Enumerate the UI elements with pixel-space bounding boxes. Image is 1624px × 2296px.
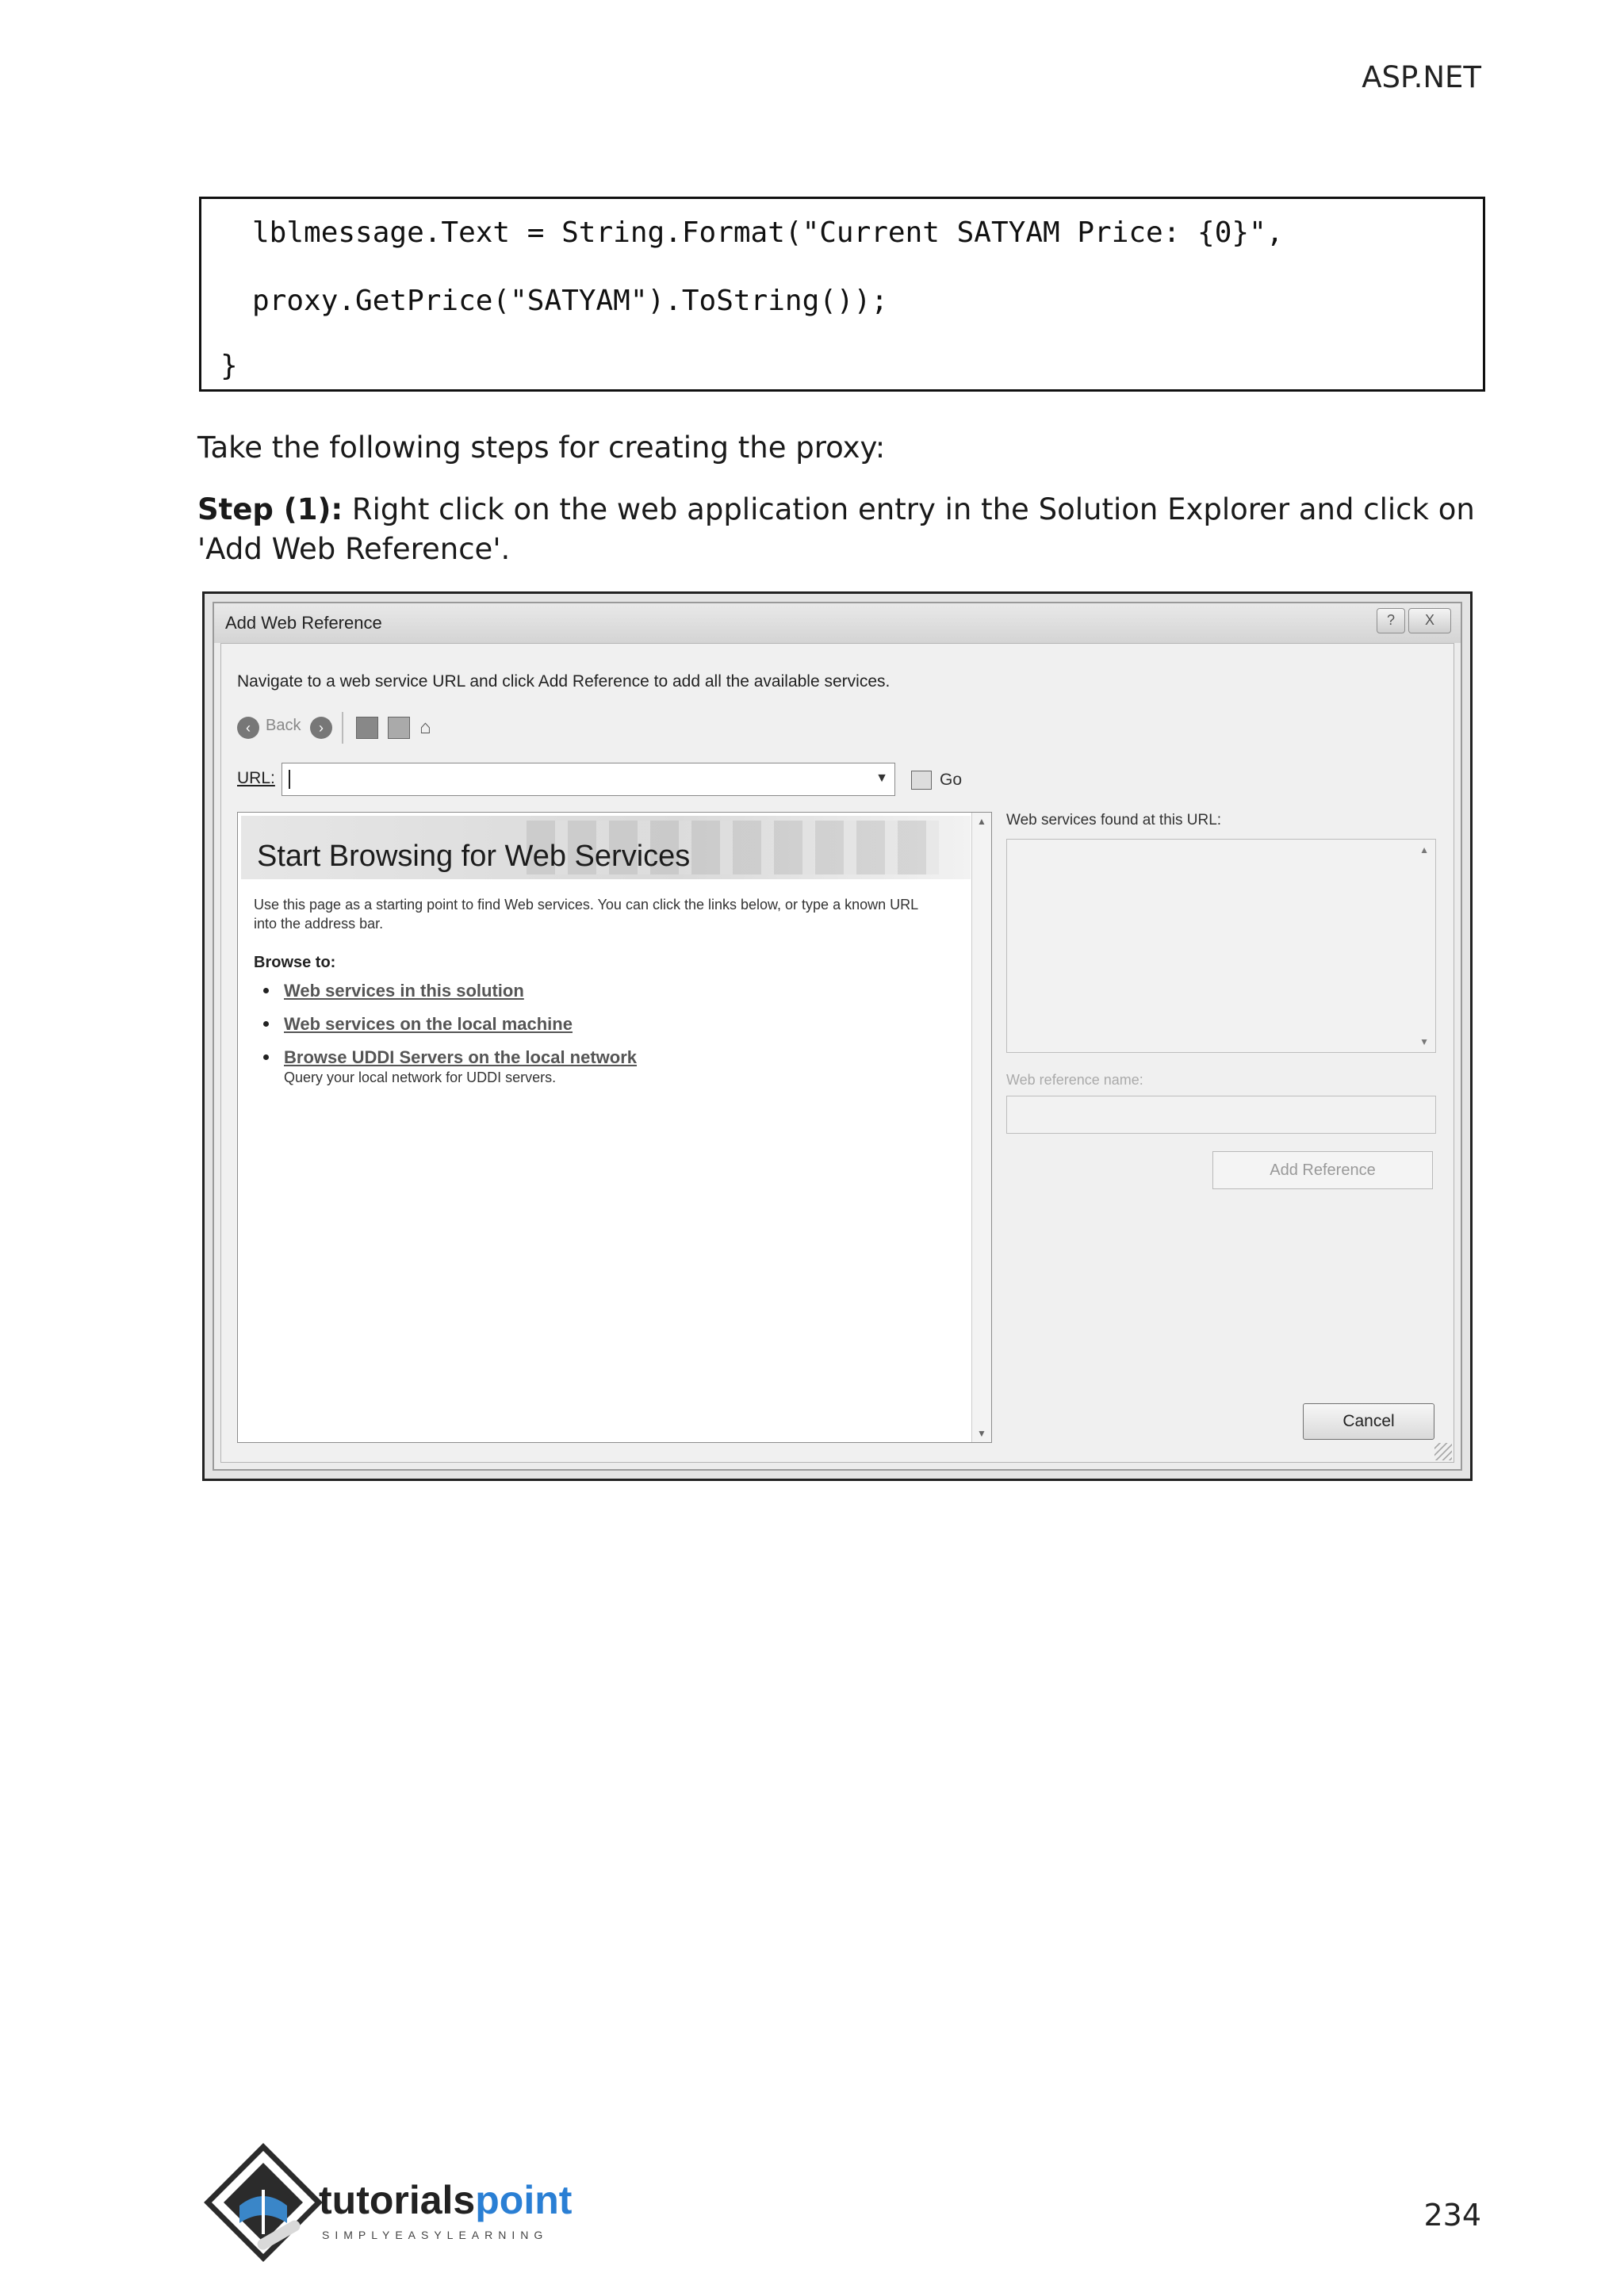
url-input[interactable] (282, 763, 895, 796)
step-paragraph (197, 490, 1481, 569)
chevron-down-icon[interactable]: ▼ (875, 771, 888, 785)
services-found-list[interactable] (1006, 839, 1436, 1053)
dialog-client-area (220, 643, 1454, 1463)
dialog-screenshot (202, 591, 1473, 1481)
link-uddi-servers[interactable]: Browse UDDI Servers on the local network (284, 1047, 638, 1067)
url-label: URL: (237, 769, 275, 787)
step-text: Right click on the web application entry in the Solution Explorer and click on 'Add Web Reference'. (197, 492, 1475, 566)
web-reference-name-label: Web reference name: (1006, 1072, 1143, 1088)
resize-grip-icon[interactable] (1434, 1443, 1452, 1460)
intro-paragraph: Take the following steps for creating the proxy: (197, 430, 886, 465)
logo-diamond-icon (208, 2147, 319, 2258)
scroll-up-icon[interactable]: ▲ (1419, 844, 1429, 855)
home-icon[interactable]: ⌂ (419, 717, 431, 738)
services-found-label: Web services found at this URL: (1006, 812, 1222, 828)
browse-to-label: Browse to: (254, 954, 336, 971)
code-block (199, 197, 1485, 392)
tutorialspoint-logo (200, 2141, 612, 2267)
dialog-titlebar (214, 603, 1461, 643)
instruction-text: Navigate to a web service URL and click Add Reference to add all the available services. (237, 672, 891, 691)
text-caret (289, 770, 290, 789)
add-reference-button[interactable]: Add Reference (1212, 1151, 1433, 1189)
list-item (262, 1047, 637, 1086)
stop-icon[interactable] (356, 717, 378, 739)
scroll-down-icon[interactable]: ▼ (977, 1428, 986, 1439)
code-line-3: } (220, 350, 238, 382)
help-button[interactable]: ? (1377, 608, 1405, 633)
dialog-title: Add Web Reference (225, 613, 382, 633)
back-arrow-icon[interactable]: ‹ (237, 717, 259, 739)
link-local-machine-services[interactable]: Web services on the local machine (284, 1014, 573, 1034)
bullet-icon (263, 988, 269, 993)
refresh-icon[interactable] (388, 717, 410, 739)
step-label: Step (1): (197, 492, 343, 526)
scroll-down-icon[interactable]: ▼ (1419, 1036, 1429, 1047)
browser-description: Use this page as a starting point to find Web services. You can click the links below, or type a known URL into the address bar. (254, 897, 918, 932)
browser-scrollbar[interactable] (971, 813, 991, 1442)
page-number: 234 (1423, 2198, 1481, 2233)
forward-arrow-icon[interactable]: › (310, 717, 332, 739)
back-label[interactable]: Back (266, 717, 301, 734)
code-line-1: lblmessage.Text = String.Format("Current SATYAM Price: {0}", (252, 216, 1284, 249)
web-reference-name-input[interactable] (1006, 1096, 1436, 1134)
scroll-up-icon[interactable]: ▲ (977, 816, 986, 827)
code-line-2: proxy.GetPrice("SATYAM").ToString()); (252, 285, 888, 317)
browser-banner (241, 816, 971, 879)
go-button[interactable]: Go (940, 771, 963, 789)
browser-pane (237, 812, 992, 1443)
close-button[interactable]: X (1408, 608, 1451, 633)
list-item (262, 981, 637, 1001)
bullet-icon (263, 1021, 269, 1027)
bullet-icon (263, 1054, 269, 1060)
cancel-button[interactable]: Cancel (1303, 1403, 1434, 1440)
browser-title: Start Browsing for Web Services (257, 840, 691, 873)
link-solution-services[interactable]: Web services in this solution (284, 981, 524, 1001)
page-header-title: ASP.NET (1362, 60, 1481, 94)
go-icon[interactable] (911, 771, 932, 790)
logo-tagline: SIMPLYEASYLEARNING (322, 2229, 549, 2241)
browse-links (262, 981, 637, 1099)
uddi-description: Query your local network for UDDI servers. (284, 1070, 557, 1085)
toolbar-separator (342, 712, 343, 744)
add-web-reference-dialog (213, 602, 1462, 1471)
list-item (262, 1014, 637, 1035)
logo-wordmark: tutorialspoint (319, 2178, 573, 2222)
